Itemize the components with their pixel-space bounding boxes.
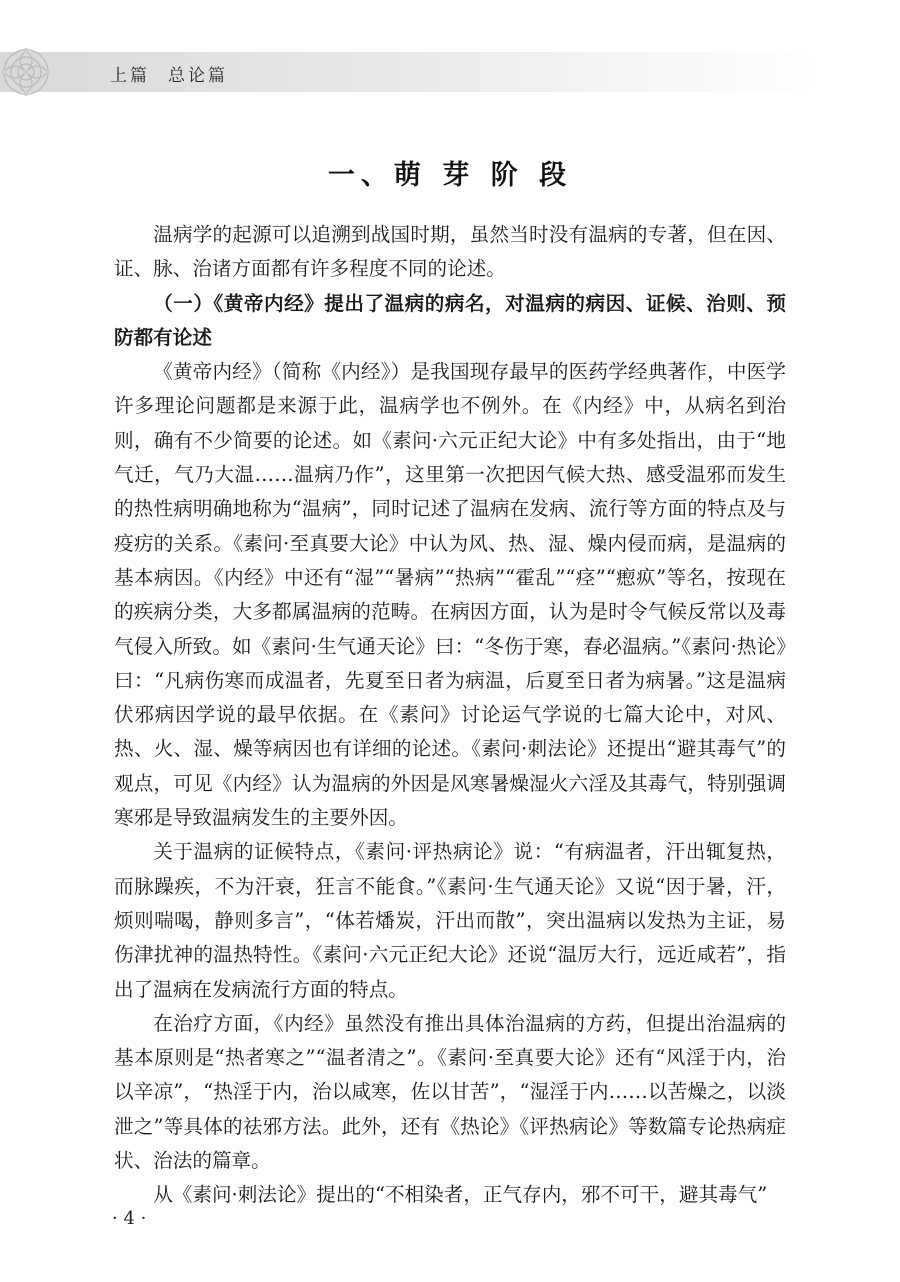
section-heading: （一）《黄帝内经》提出了温病的病名，对温病的病因、证候、治则、预防都有论述 (114, 291, 786, 349)
running-header (110, 61, 228, 86)
main-content (114, 218, 786, 1213)
page-number: · 4 · (112, 1208, 147, 1229)
ornament-icon (0, 40, 64, 104)
header-part: 上篇 (110, 66, 150, 86)
chapter-title: 一、萌 芽 阶 段 (327, 160, 573, 191)
header-section: 总论篇 (168, 66, 228, 86)
body-paragraph-2: 关于温病的证候特点，《素问·评热病论》说：“有病温者，汗出辄复热，而脉躁疾，不为汗衰，狂言不能食。”《素问·生气通天论》又说“因于暑，汗，烦则喘喝，静则多言”，“体若燔炭，汗出而散”，突出温病以发热为主证，易伤津扰神的温热特性。《素问·六元正纪大论》还说“温厉大行，远近咸若”，指出了温病在发病流行方面的特点。 (114, 840, 786, 1001)
body-paragraph-4: 从《素问·刺法论》提出的“不相染者，正气存内，邪不可干，避其毒气” (153, 1183, 768, 1207)
body-paragraph-1: 《黄帝内经》（简称《内经》）是我国现存最早的医药学经典著作，中医学许多理论问题都是来源于此，温病学也不例外。在《内经》中，从病名到治则，确有不少简要的论述。如《素问·六元正纪大论》中有多处指出，由于“地气迁，气乃大温……温病乃作”，这里第一次把因气候大热、感受温邪而发生的热性病明确地称为“温病”，同时记述了温病在发病、流行等方面的特点及与疫疠的关系。《素问·至真要大论》中认为风、热、湿、燥内侵而病，是温病的基本病因。《内经》中还有“湿”“暑病”“热病”“霍乱”“痉”“瘛疭”等名，按现在的疾病分类，大多都属温病的范畴。在病因方面，认为是时令气候反常以及毒气侵入所致。如《素问·生气通天论》曰：“冬伤于寒，春必温病。”《素问·热论》曰：“凡病伤寒而成温者，先夏至日者为病温，后夏至日者为病暑。”这是温病伏邪病因学说的最早依据。在《素问》讨论运气学说的七篇大论中，对风、热、火、湿、燥等病因也有详细的论述。《素问·刺法论》还提出“避其毒气”的观点，可见《内经》认为温病的外因是风寒暑燥湿火六淫及其毒气，特别强调寒邪是导致温病发生的主要外因。 (114, 360, 786, 830)
intro-paragraph: 温病学的起源可以追溯到战国时期，虽然当时没有温病的专著，但在因、证、脉、治诸方面都有许多程度不同的论述。 (114, 223, 786, 281)
body-paragraph-3: 在治疗方面，《内经》虽然没有推出具体治温病的方药，但提出治温病的基本原则是“热者寒之”“温者清之”。《素问·至真要大论》还有“风淫于内，治以辛凉”，“热淫于内，治以咸寒，佐以甘苦”，“湿淫于内……以苦燥之，以淡泄之”等具体的祛邪方法。此外，还有《热论》《评热病论》等数篇专论热病症状、治法的篇章。 (114, 1011, 786, 1173)
